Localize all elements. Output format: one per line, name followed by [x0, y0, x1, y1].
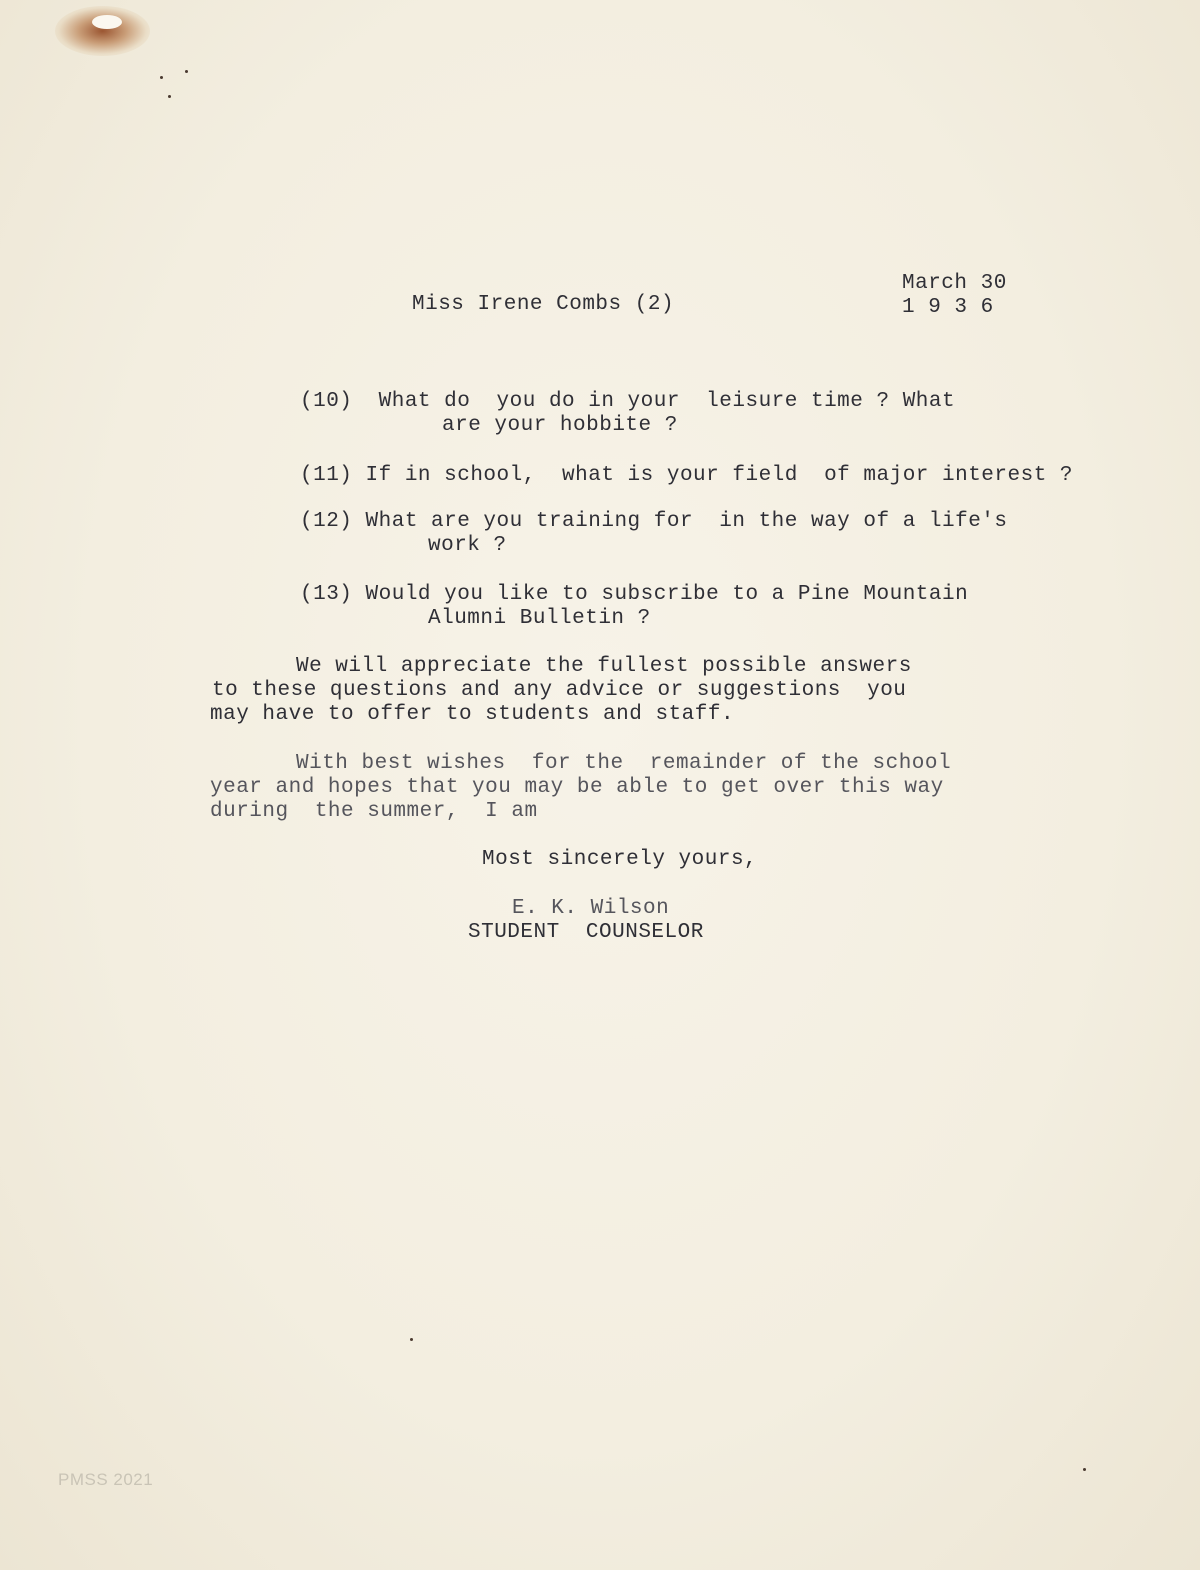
question-13-line2: Alumni Bulletin ? [428, 607, 651, 630]
question-10-line2: are your hobbite ? [442, 414, 678, 437]
question-12-line2: work ? [428, 534, 507, 557]
paragraph1-line2: to these questions and any advice or suggestions you [212, 679, 907, 702]
question-10-line1: (10) What do you do in your leisure time ? What [300, 390, 956, 413]
paragraph2-line1: With best wishes for the remainder of the school [296, 752, 952, 775]
stain-highlight [92, 15, 122, 29]
question-11-line1: (11) If in school, what is your field of major interest ? [300, 464, 1074, 487]
rust-stain [55, 6, 150, 56]
speck [1083, 1468, 1086, 1471]
signature-title: STUDENT COUNSELOR [468, 921, 704, 944]
question-12-line1: (12) What are you training for in the way of a life's [300, 510, 1008, 533]
speck [185, 70, 188, 73]
archive-watermark: PMSS 2021 [58, 1470, 154, 1489]
date-month-day: March 30 [902, 272, 1007, 295]
letter-heading: Miss Irene Combs (2) [412, 293, 675, 316]
paragraph1-line1: We will appreciate the fullest possible answers [296, 655, 912, 678]
paragraph1-line3: may have to offer to students and staff. [210, 703, 735, 726]
date-year: 1 9 3 6 [902, 296, 994, 319]
paragraph2-line2: year and hopes that you may be able to get over this way [210, 776, 944, 799]
speck [168, 95, 171, 98]
closing: Most sincerely yours, [482, 848, 758, 871]
signature-name: E. K. Wilson [512, 897, 670, 920]
paragraph2-line3: during the summer, I am [210, 800, 538, 823]
speck [410, 1338, 413, 1341]
question-13-line1: (13) Would you like to subscribe to a Pine Mountain [300, 583, 969, 606]
speck [160, 76, 163, 79]
